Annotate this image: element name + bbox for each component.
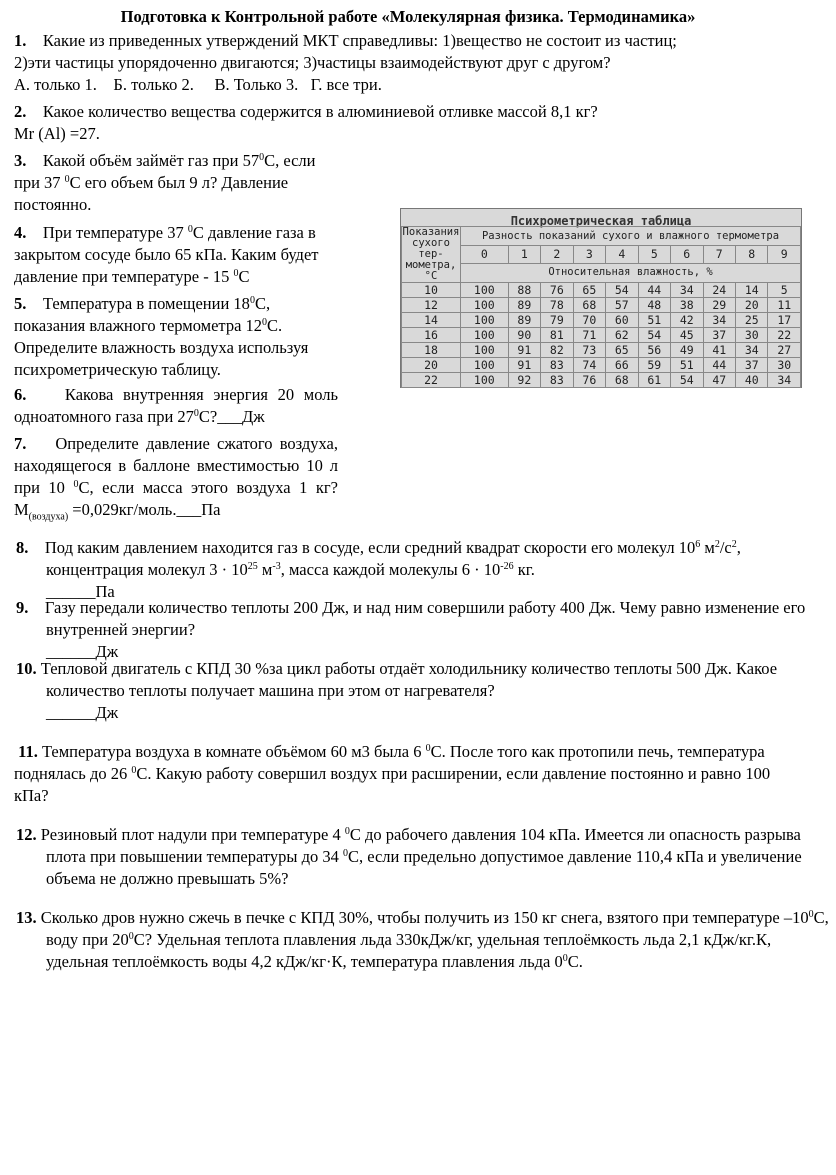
question-number: 1. [14,31,27,50]
psychrometric-grid [401,226,801,388]
question-text: /с [719,538,732,557]
question-12 [14,824,836,890]
humidity-cell: 38 [671,298,703,313]
question-6 [14,384,338,428]
question-9 [14,597,836,663]
difference-header: Разность показаний сухого и влажного термометра [461,227,801,246]
answer-blank: ______Дж [46,703,119,722]
humidity-cell: 88 [508,283,540,298]
humidity-cell: 60 [606,313,638,328]
question-11 [14,741,804,807]
question-text: Тепловой двигатель с КПД 30 %за цикл работы отдаёт холодильнику количество теплоты 500 Дж. Какое количество теплоты получает машина при этом от нагревателя? [40,659,778,700]
question-text: Сколько дров нужно сжечь в печке с КПД 30%, чтобы получить из 150 кг снега, взятого при температуре –10 [40,908,809,927]
question-text: С, если масса этого воздуха 1 кг? М [14,478,338,519]
superscript: 2 [731,539,737,550]
humidity-cell: 37 [736,358,768,373]
humidity-cell: 100 [461,298,509,313]
question-8 [14,537,836,603]
question-text: Какое количество вещества содержится в алюминиевой отливке массой 8,1 кг? [42,102,598,121]
dry-temperature-cell: 22 [402,373,461,388]
question-text: С. Определите влажность воздуха используя психрометрическую таблицу. [14,316,309,379]
humidity-cell: 54 [638,328,670,343]
degree-mark: 0 [193,408,199,419]
question-10 [14,658,836,724]
humidity-cell: 34 [703,313,735,328]
degree-mark: 0 [64,174,70,185]
question-number: 2. [14,102,27,121]
humidity-cell: 54 [671,373,703,388]
superscript: 25 [247,561,258,572]
humidity-cell: 51 [671,358,703,373]
difference-column-header: 5 [638,246,670,264]
degree-mark: 0 [808,909,814,920]
question-text: С. Какую работу совершил воздух при расширении, если давление постоянно и равно 100 кПа? [14,764,771,805]
degree-mark: 0 [233,268,239,279]
humidity-cell: 81 [541,328,573,343]
humidity-cell: 68 [606,373,638,388]
humidity-cell: 66 [606,358,638,373]
dry-thermometer-header: Показания сухого тер-мометра, °С [402,226,460,282]
question-text: С, показания влажного термометра 12 [14,294,271,335]
humidity-cell: 61 [638,373,670,388]
question-5 [14,293,338,381]
question-number: 3. [14,151,27,170]
dry-temperature-cell: 12 [402,298,461,313]
question-text: м [257,560,273,579]
superscript: 6 [695,539,701,550]
question-text: , масса каждой молекулы 6 · 10 [280,560,501,579]
humidity-cell: 30 [768,358,801,373]
degree-mark: 0 [128,931,134,942]
table-row [402,358,801,373]
question-text: м [700,538,715,557]
question-number: 5. [14,294,27,313]
humidity-cell: 48 [638,298,670,313]
humidity-cell: 59 [638,358,670,373]
humidity-cell: 34 [671,283,703,298]
difference-column-header: 6 [671,246,703,264]
question-text: , концентрация молекул 3 · 10 [46,538,741,579]
humidity-cell: 22 [768,328,801,343]
question-text: С [238,267,250,286]
humidity-cell: 30 [736,328,768,343]
humidity-cell: 49 [671,343,703,358]
question-text: Какова внутренняя энергия 20 моль одноатомного газа при 27 [14,385,338,426]
humidity-cell: 100 [461,358,509,373]
humidity-cell: 56 [638,343,670,358]
question-text: С его объем был 9 л? Давление постоянно. [14,173,289,214]
question-text-line: Мr (Al) =27. [14,124,100,143]
question-number: 8. [16,538,29,557]
humidity-cell: 57 [606,298,638,313]
degree-mark: 0 [187,224,193,235]
degree-mark: 0 [262,317,268,328]
humidity-cell: 11 [768,298,801,313]
humidity-cell: 29 [703,298,735,313]
degree-mark: 0 [342,848,348,859]
humidity-cell: 76 [573,373,605,388]
degree-mark: 0 [562,953,568,964]
humidity-cell: 89 [508,298,540,313]
difference-column-header: 8 [736,246,768,264]
humidity-cell: 24 [703,283,735,298]
question-text: Температура в помещении 18 [42,294,250,313]
humidity-cell: 91 [508,358,540,373]
table-header-row [402,263,801,282]
superscript: 2 [714,539,720,550]
difference-column-header: 4 [606,246,638,264]
dry-temperature-cell: 20 [402,358,461,373]
answer-blank: ______Па [46,582,115,601]
difference-column-header: 2 [541,246,573,264]
table-row [402,373,801,388]
table-header-row [402,227,801,246]
humidity-cell: 41 [703,343,735,358]
humidity-cell: 54 [606,283,638,298]
table-row [402,313,801,328]
degree-mark: 0 [131,765,137,776]
humidity-cell: 100 [461,328,509,343]
question-text: Температура воздуха в комнате объёмом 60 м3 была 6 [41,742,426,761]
humidity-cell: 65 [573,283,605,298]
answer-options: А. только 1. Б. только 2. В. Только 3. Г. все три. [14,75,382,94]
page-title: Подготовка к Контрольной работе «Молекулярная физика. Термодинамика» [120,7,696,26]
question-text: С?___Дж [198,407,265,426]
dry-temperature-cell: 18 [402,343,461,358]
dry-temperature-cell: 16 [402,328,461,343]
humidity-cell: 100 [461,343,509,358]
humidity-cell: 37 [703,328,735,343]
question-text: С до рабочего давления 104 кПа. Имеется ли опасность разрыва плота при повышении температуры до 34 [46,825,801,866]
superscript: -3 [272,561,281,572]
humidity-cell: 44 [638,283,670,298]
humidity-cell: 14 [736,283,768,298]
table-row [402,343,801,358]
humidity-cell: 100 [461,373,509,388]
humidity-cell: 68 [573,298,605,313]
humidity-cell: 45 [671,328,703,343]
humidity-cell: 25 [736,313,768,328]
difference-column-header: 3 [573,246,605,264]
question-2 [14,101,804,145]
question-1 [14,30,804,96]
question-text: Определите давление сжатого воздуха, находящегося в баллоне вместимостью 10 л при 10 [14,434,339,497]
question-3 [14,150,338,216]
psychrometric-table [400,208,802,388]
subscript: (воздуха) [28,511,69,523]
difference-column-header: 9 [768,246,801,264]
question-text-line: 2)эти частицы упорядоченно двигаются; 3)частицы взаимодействуют друг с другом? [14,53,611,72]
humidity-cell: 83 [541,358,573,373]
humidity-cell: 40 [736,373,768,388]
humidity-cell: 65 [606,343,638,358]
humidity-cell: 91 [508,343,540,358]
table-row [402,283,801,298]
table-header-row [402,246,801,264]
humidity-cell: 51 [638,313,670,328]
dry-temperature-cell: 10 [402,283,461,298]
humidity-cell: 78 [541,298,573,313]
question-number: 9. [16,598,29,617]
humidity-cell: 82 [541,343,573,358]
question-number: 10. [16,659,37,678]
degree-mark: 0 [73,479,79,490]
humidity-cell: 47 [703,373,735,388]
degree-mark: 0 [425,743,431,754]
question-number: 4. [14,223,27,242]
question-7 [14,433,338,521]
humidity-cell: 34 [736,343,768,358]
question-number: 13. [16,908,37,927]
humidity-cell: 100 [461,313,509,328]
question-number: 12. [16,825,37,844]
answer-blank: ______Дж [46,642,119,661]
question-4 [14,222,338,288]
question-text: С. После того как протопили печь, температура поднялась до 26 [14,742,765,783]
table-caption: Психрометрическая таблица [510,214,692,228]
question-number: 11. [18,742,38,761]
difference-column-header: 7 [703,246,735,264]
humidity-cell: 90 [508,328,540,343]
humidity-cell: 74 [573,358,605,373]
humidity-cell: 92 [508,373,540,388]
difference-column-header: 0 [461,246,509,264]
humidity-cell: 34 [768,373,801,388]
question-text: кг. [513,560,535,579]
humidity-cell: 76 [541,283,573,298]
humidity-cell: 5 [768,283,801,298]
question-text: С давление газа в закрытом сосуде было 65 кПа. Каким будет давление при температуре - 15 [14,223,319,286]
question-text: Какие из приведенных утверждений МКТ справедливы: 1)вещество не состоит из частиц; [42,31,677,50]
humidity-header: Относительная влажность, % [461,263,801,282]
humidity-cell: 44 [703,358,735,373]
question-text: При температуре 37 [42,223,188,242]
humidity-cell: 62 [606,328,638,343]
question-text: С, если предельно допустимое давление 110,4 кПа и увеличение объема не должно превышать 5%? [46,847,802,888]
humidity-cell: 100 [461,283,509,298]
question-number: 7. [14,434,27,453]
question-text: С? Удельная теплота плавления льда 330кДж/кг, удельная теплоёмкость льда 2,1 кДж/кг.К, удельная теплоёмкость воды 4,2 кДж/кг·К, температура плавления льда 0 [46,930,772,971]
humidity-cell: 71 [573,328,605,343]
question-text: Резиновый плот надули при температуре 4 [40,825,345,844]
question-text: С. [567,952,583,971]
humidity-cell: 42 [671,313,703,328]
difference-column-header: 1 [508,246,540,264]
humidity-cell: 89 [508,313,540,328]
question-text: Какой объём займёт газ при 57 [42,151,260,170]
table-row [402,328,801,343]
dry-temperature-cell: 14 [402,313,461,328]
superscript: -26 [500,561,514,572]
degree-mark: 0 [249,295,255,306]
humidity-cell: 73 [573,343,605,358]
degree-mark: 0 [344,826,350,837]
question-number: 6. [14,385,27,404]
question-text: С, если при 37 [14,151,316,192]
humidity-cell: 17 [768,313,801,328]
humidity-cell: 70 [573,313,605,328]
degree-mark: 0 [259,152,265,163]
question-text: Газу передали количество теплоты 200 Дж, и над ним совершили работу 400 Дж. Чему равно изменение его внутренней энергии? [44,598,806,639]
question-text: Под каким давлением находится газ в сосуде, если средний квадрат скорости его молекул 10 [44,538,696,557]
humidity-cell: 79 [541,313,573,328]
question-13 [14,907,836,973]
humidity-cell: 83 [541,373,573,388]
question-text: С, воду при 20 [46,908,829,949]
humidity-cell: 27 [768,343,801,358]
table-row [402,298,801,313]
question-text: =0,029кг/моль.___Па [68,500,221,519]
humidity-cell: 20 [736,298,768,313]
